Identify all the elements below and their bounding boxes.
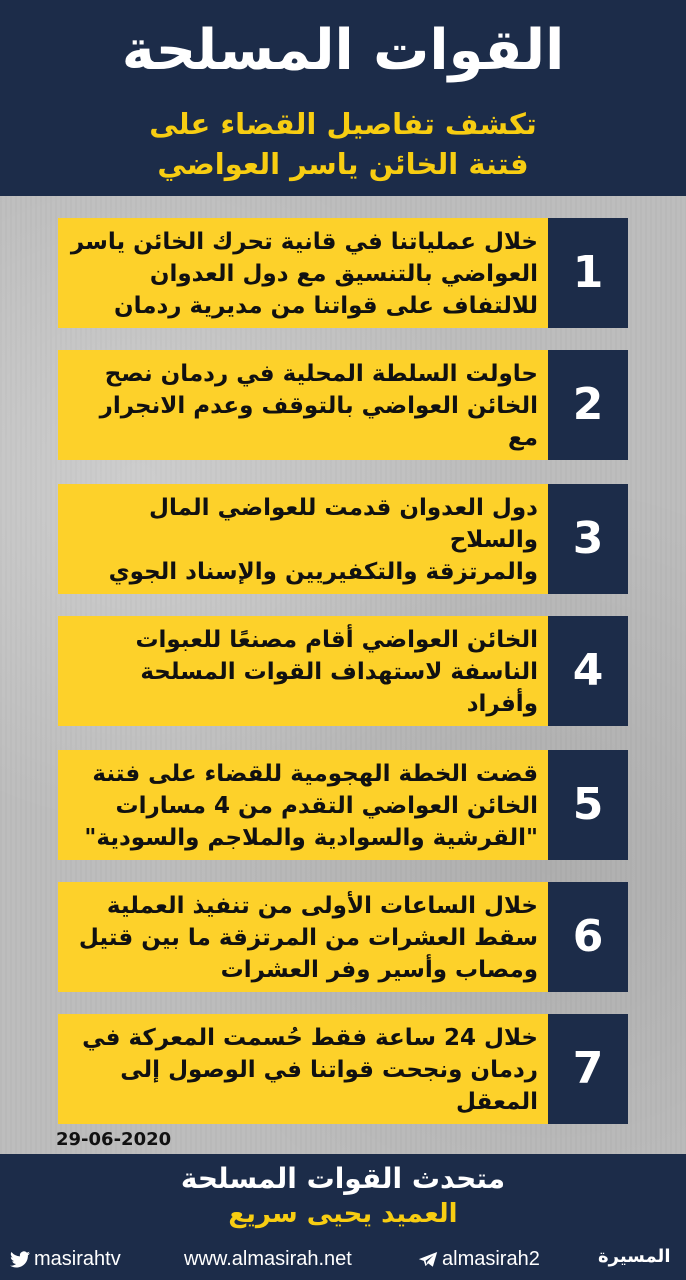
- telegram-handle: almasirah2: [442, 1248, 540, 1270]
- speaker-title: متحدث القوات المسلحة: [180, 1162, 506, 1195]
- point-7-text: خلال 24 ساعة فقط حُسمت المعركة في ردمان ونجحت قواتنا في الوصول إلى المعقل: [82, 1025, 538, 1115]
- speaker-name: العميد يحيى سريع: [228, 1199, 458, 1229]
- date-label: 29-06-2020: [56, 1129, 172, 1150]
- point-5-text: قضت الخطة الهجومية للقضاء على فتنة الخائن العواضي التقدم من 4 مسارات "القرشية والسوادية والملاجم والسودية": [84, 761, 538, 851]
- telegram-link[interactable]: [418, 1248, 540, 1271]
- twitter-icon: [10, 1251, 30, 1268]
- point-1-text: خلال عملياتنا في قانية تحرك الخائن ياسر العواضي بالتنسيق مع دول العدوان للالتفاف على قواتنا من مديرية ردمان: [70, 229, 538, 319]
- point-6-text: خلال الساعات الأولى من تنفيذ العملية سقط العشرات من المرتزقة ما بين قتيل ومصاب وأسير وفر العشرات: [78, 893, 538, 983]
- website-link[interactable]: www.almasirah.net: [184, 1248, 352, 1270]
- point-4-number: 4: [548, 616, 628, 726]
- point-2: [58, 350, 628, 460]
- point-2-text: حاولت السلطة المحلية في ردمان نصح الخائن العواضي بالتوقف وعدم الانجرار مع: [99, 361, 538, 451]
- point-7: [58, 1014, 628, 1124]
- point-6: [58, 882, 628, 992]
- point-7-number: 7: [548, 1014, 628, 1124]
- point-5: [58, 750, 628, 860]
- telegram-icon: [418, 1251, 438, 1268]
- subtitle-line-2: فتنة الخائن ياسر العواضي: [157, 147, 529, 181]
- point-3-text: دول العدوان قدمت للعواضي المال والسلاح والمرتزقة والتكفيريين والإسناد الجوي: [108, 495, 538, 585]
- subtitle-line-1: تكشف تفاصيل القضاء على: [149, 107, 537, 141]
- almasirah-logo: المسيرة: [598, 1246, 671, 1267]
- point-1-number: 1: [548, 218, 628, 328]
- social-bar: [0, 1242, 686, 1278]
- footer: [0, 1154, 686, 1280]
- twitter-link[interactable]: [10, 1248, 121, 1271]
- twitter-handle: masirahtv: [34, 1248, 121, 1270]
- content-board: [0, 196, 686, 1154]
- point-4: [58, 616, 628, 726]
- header: [0, 0, 686, 196]
- point-5-number: 5: [548, 750, 628, 860]
- point-2-number: 2: [548, 350, 628, 460]
- page-title: القوات المسلحة: [121, 18, 565, 83]
- point-3-number: 3: [548, 484, 628, 594]
- point-1: [58, 218, 628, 328]
- point-3: [58, 484, 628, 594]
- point-4-text: الخائن العواضي أقام مصنعًا للعبوات الناسفة لاستهداف القوات المسلحة وأفراد: [135, 627, 538, 717]
- point-6-number: 6: [548, 882, 628, 992]
